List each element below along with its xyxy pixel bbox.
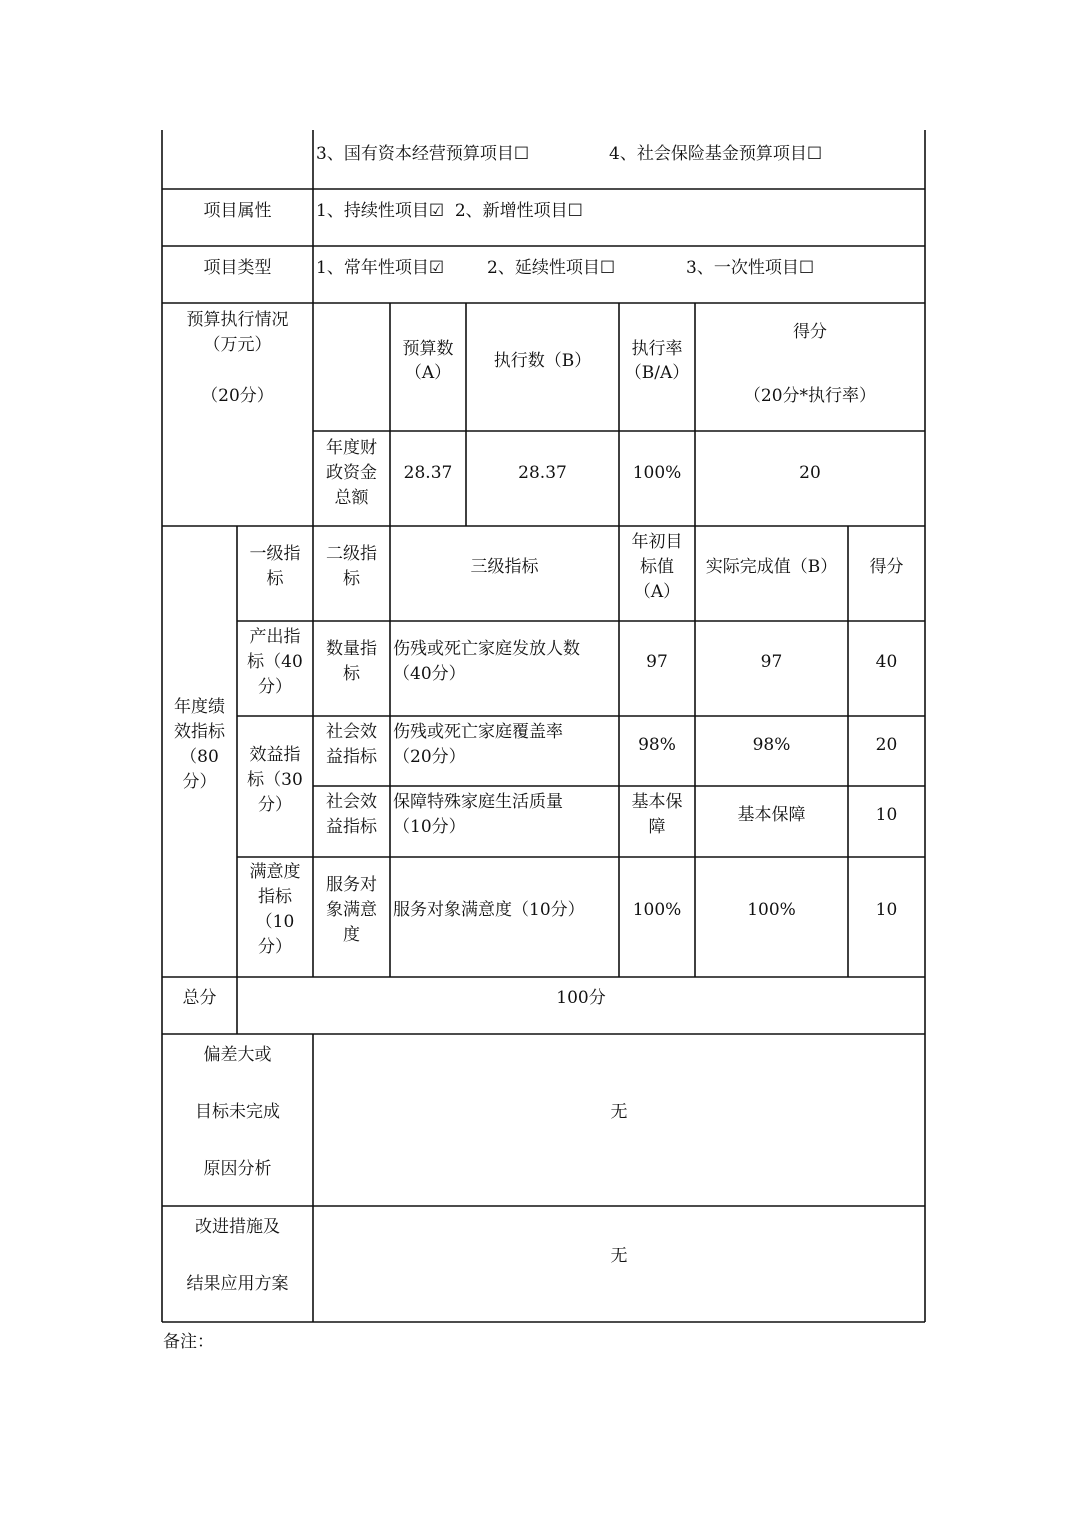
benefit-row2-actual: 基本保障 — [737, 805, 806, 825]
improvement-label-line2: 结果应用方案 — [186, 1274, 289, 1294]
benefit-row1-level2-line2: 益指标 — [326, 747, 377, 767]
benefit-row2-level3-line2: （10分） — [393, 817, 466, 837]
satisfaction-level2-line2: 象满意 — [326, 900, 377, 920]
satisfaction-actual: 100% — [747, 900, 796, 920]
output-score: 40 — [875, 652, 898, 672]
satisfaction-score: 10 — [875, 900, 898, 920]
satisfaction-level2-line1: 服务对 — [326, 875, 377, 895]
benefit-row1-target: 98% — [638, 735, 676, 755]
benefit-row1-level2-line1: 社会效 — [326, 722, 377, 742]
benefit-row2-level2-line1: 社会效 — [326, 792, 377, 812]
header-score: 得分 — [869, 557, 904, 577]
improvement-label-line1: 改进措施及 — [195, 1217, 280, 1237]
deviation-label-line3: 原因分析 — [203, 1159, 272, 1179]
project-type-option-2: 2、延续性项目☐ — [487, 258, 616, 278]
satisfaction-level3: 服务对象满意度（10分） — [393, 900, 585, 920]
benefit-row2-level2-line2: 益指标 — [326, 817, 377, 837]
total-label: 总分 — [182, 988, 217, 1008]
benefit-row1-level3-line1: 伤残或死亡家庭覆盖率 — [393, 722, 563, 742]
output-level1-line3: 分） — [258, 677, 292, 697]
col-score-header-sub: （20分*执行率） — [743, 386, 877, 406]
output-level1-line1: 产出指 — [249, 627, 301, 647]
benefit-row1-level3-line2: （20分） — [393, 747, 466, 767]
project-attribute-label: 项目属性 — [203, 201, 272, 221]
satisfaction-level1-line2: 指标 — [258, 887, 292, 907]
deviation-value: 无 — [610, 1102, 628, 1122]
output-actual: 97 — [760, 652, 783, 672]
benefit-row2-level3-line1: 保障特殊家庭生活质量 — [393, 792, 563, 812]
improvement-value: 无 — [610, 1246, 628, 1266]
deviation-label-line1: 偏差大或 — [203, 1045, 272, 1065]
header-level2: 二级指 — [326, 544, 377, 564]
project-attribute-value: 1、持续性项目☑ 2、新增性项目☐ — [316, 201, 583, 221]
performance-section-label-line2: 效指标 — [174, 722, 225, 742]
budget-type-option-4: 4、社会保险基金预算项目☐ — [609, 144, 823, 164]
remark-label: 备注： — [163, 1332, 214, 1352]
header-level1-sub: 标 — [266, 569, 284, 589]
budget-execution-label-line1: 预算执行情况 — [186, 310, 289, 330]
benefit-row2-score: 10 — [875, 805, 898, 825]
performance-section-label-line1: 年度绩 — [174, 697, 225, 717]
satisfaction-level1-line4: 分） — [258, 937, 292, 957]
project-type-option-3: 3、一次性项目☐ — [686, 258, 815, 278]
satisfaction-level1-line1: 满意度 — [249, 862, 301, 882]
annual-fund-label-line2: 政资金 — [326, 463, 377, 483]
benefit-row2-target-line1: 基本保 — [631, 792, 683, 812]
benefit-row1-actual: 98% — [752, 735, 791, 755]
annual-fund-label-line1: 年度财 — [326, 438, 377, 458]
satisfaction-level2-line3: 度 — [343, 925, 360, 945]
col-score-header: 得分 — [793, 322, 827, 342]
header-target: 年初目 — [631, 532, 683, 552]
header-target-sub2: （A） — [633, 582, 681, 602]
performance-section-label-line3: （80 — [180, 747, 219, 767]
header-level2-sub: 标 — [343, 569, 360, 589]
col-rate-header: 执行率 — [631, 339, 683, 359]
budget-score-value: 20 — [799, 463, 821, 483]
col-executed-header: 执行数（B） — [493, 351, 592, 371]
benefit-row2-target-line2: 障 — [648, 817, 666, 837]
benefit-row1-score: 20 — [875, 735, 898, 755]
col-budget-header: 预算数 — [402, 339, 454, 359]
budget-execution-label-line2: （万元） — [203, 335, 272, 355]
executed-value: 28.37 — [518, 463, 567, 483]
total-value: 100分 — [556, 988, 606, 1008]
rate-value: 100% — [632, 463, 682, 483]
performance-section-label-line4: 分） — [182, 772, 217, 792]
output-level1-line2: 标（40 — [247, 652, 303, 672]
project-type-option-1: 1、常年性项目☑ — [316, 258, 445, 278]
header-level3: 三级指标 — [470, 557, 539, 577]
output-target: 97 — [646, 652, 668, 672]
deviation-label-line2: 目标未完成 — [195, 1102, 280, 1122]
output-level3-line1: 伤残或死亡家庭发放人数 — [393, 639, 580, 659]
benefit-level1-line3: 分） — [258, 795, 292, 815]
budget-value: 28.37 — [403, 463, 453, 483]
header-level1: 一级指 — [249, 544, 301, 564]
output-level2-line2: 标 — [343, 664, 360, 684]
col-budget-header-sub: （A） — [404, 363, 452, 383]
col-rate-header-sub: （B/A） — [624, 363, 690, 383]
output-level3-line2: （40分） — [393, 664, 466, 684]
budget-execution-label-line3: （20分） — [201, 386, 274, 406]
benefit-level1-line2: 标（30 — [247, 770, 303, 790]
annual-fund-label-line3: 总额 — [334, 488, 369, 508]
satisfaction-level1-line3: （10 — [255, 912, 295, 932]
budget-type-option-3: 3、国有资本经营预算项目☐ — [316, 144, 530, 164]
project-type-label: 项目类型 — [203, 258, 272, 278]
header-actual: 实际完成值（B） — [705, 557, 838, 577]
satisfaction-target: 100% — [632, 900, 682, 920]
header-target-sub1: 标值 — [640, 557, 674, 577]
output-level2-line1: 数量指 — [326, 639, 377, 659]
benefit-level1-line1: 效益指 — [249, 745, 301, 765]
